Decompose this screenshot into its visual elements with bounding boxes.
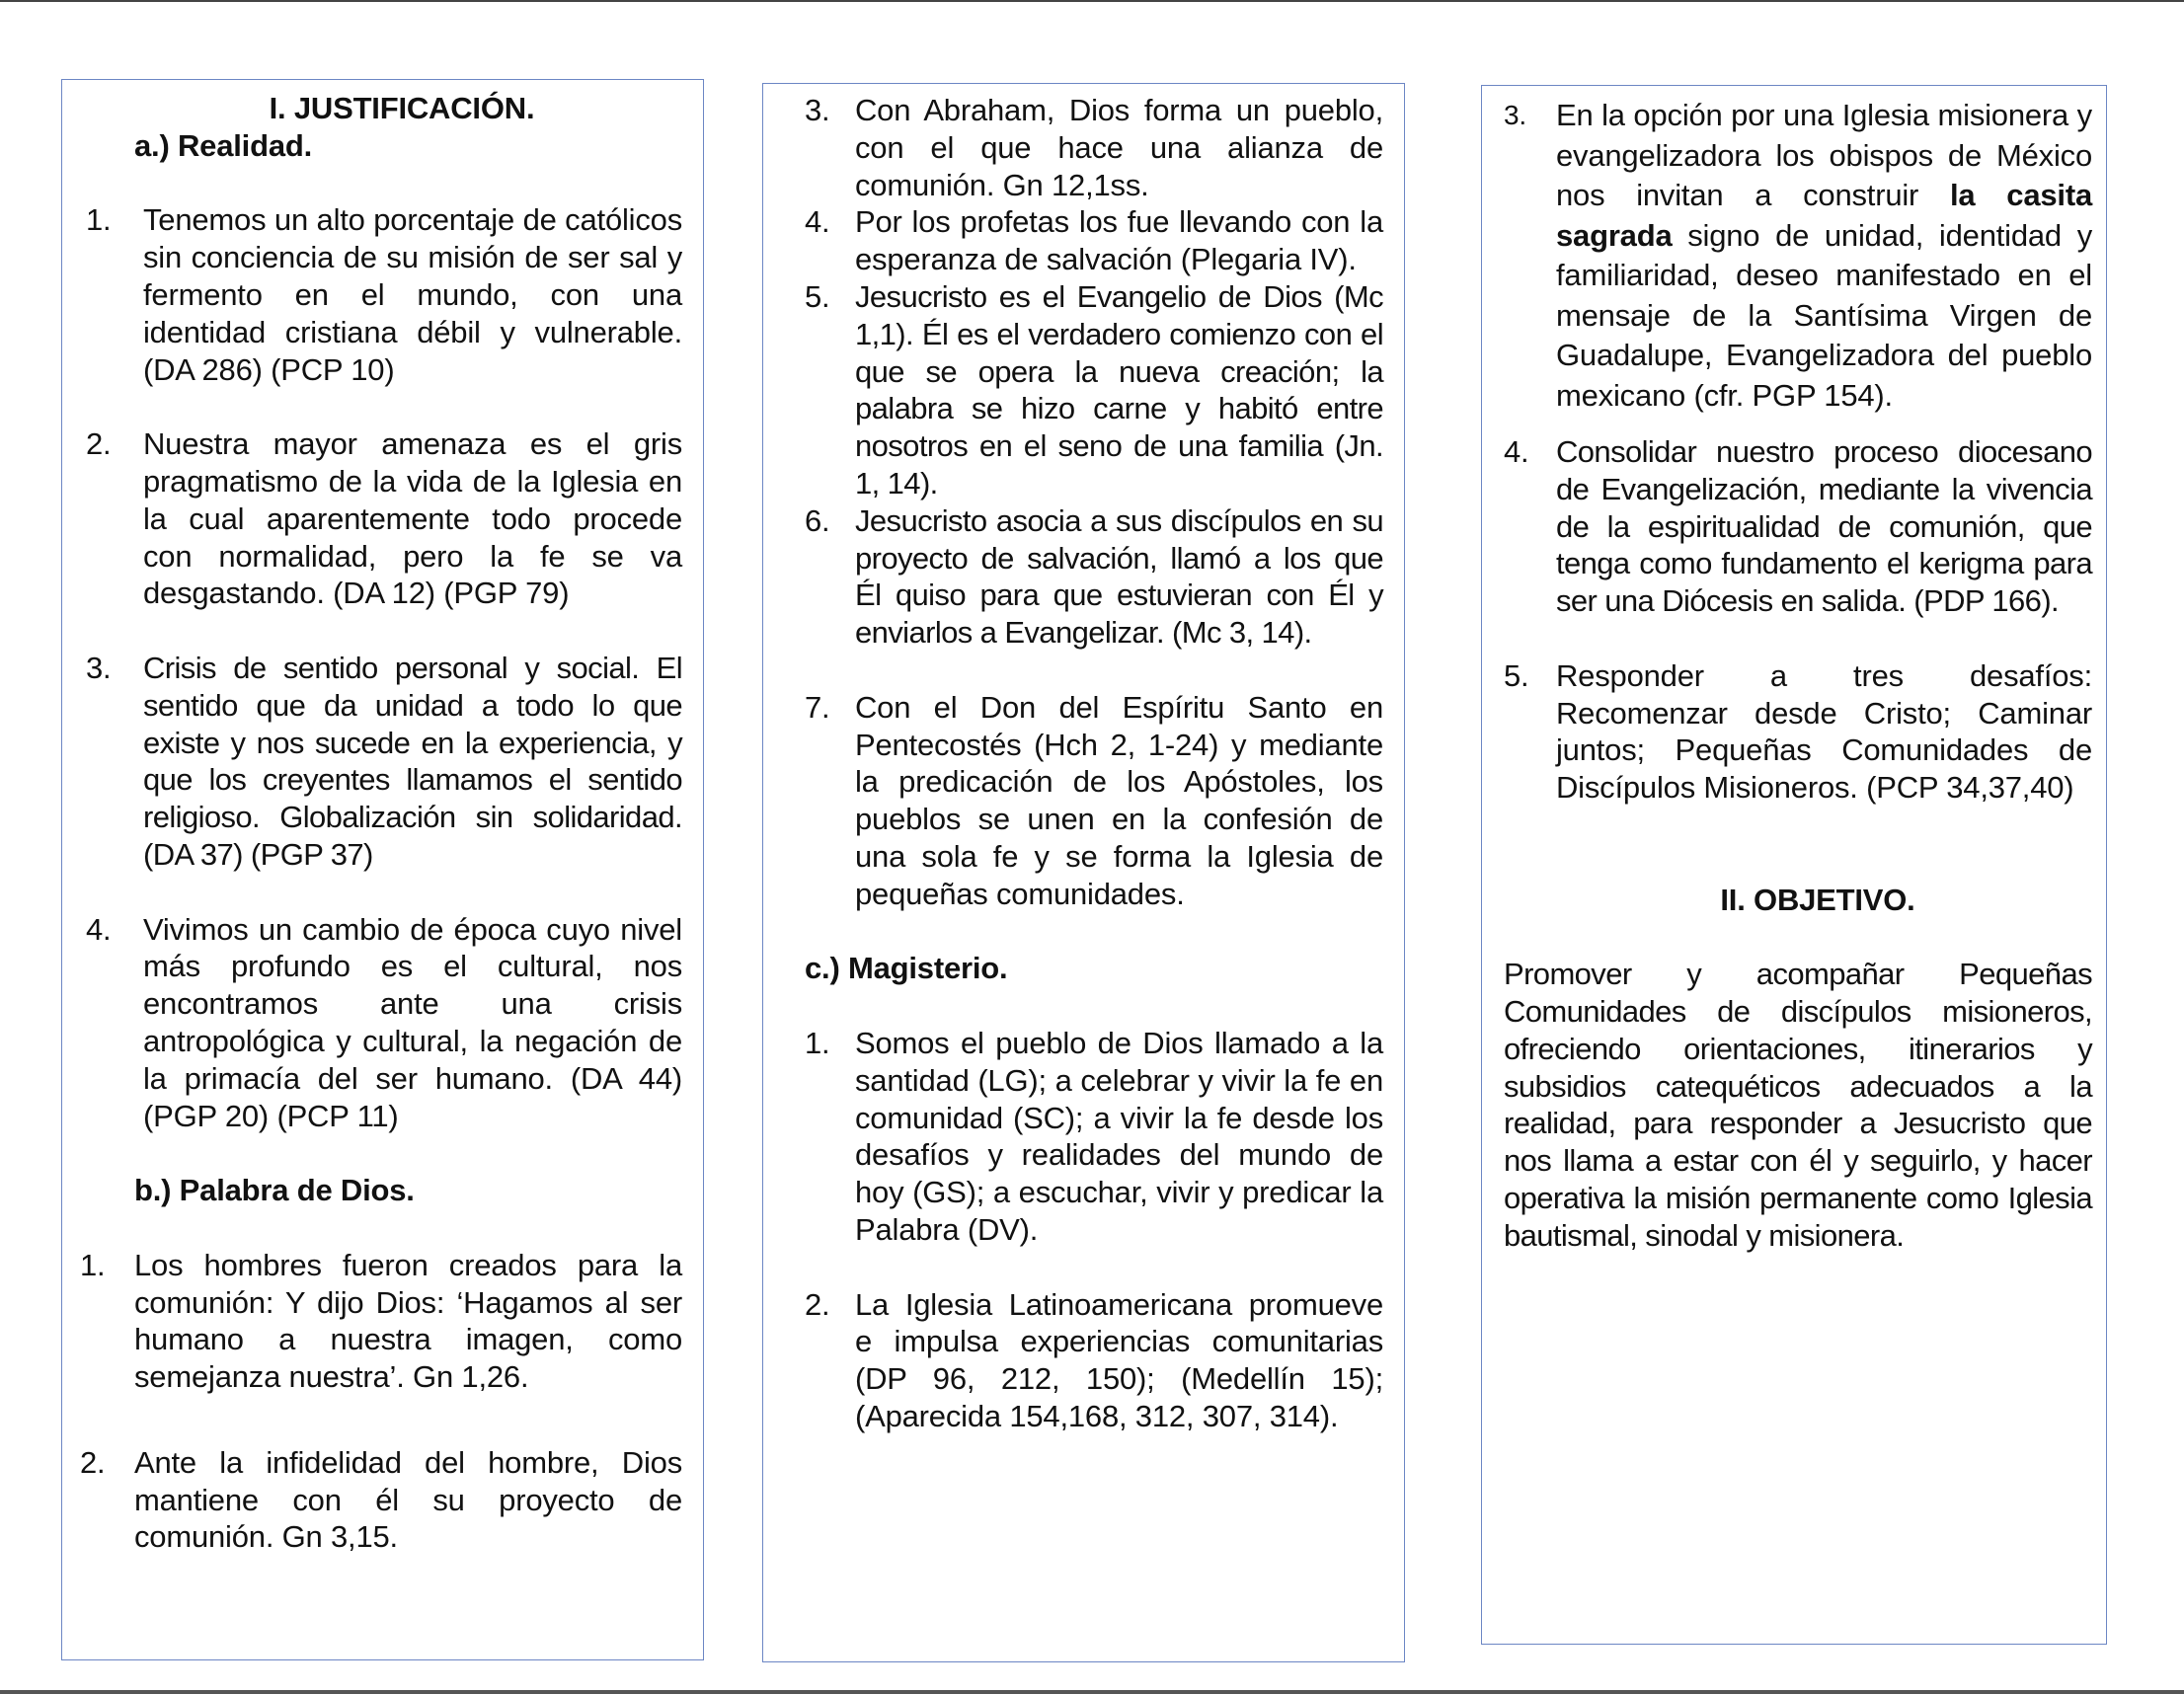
list-item: 5. Responder a tres desafíos: Recomenzar desde Cristo; Caminar juntos; Pequeñas Comunidades de Discípulos Misioneros. (PCP 34,37,40) <box>1504 657 2092 806</box>
list-palabra <box>82 1247 682 1557</box>
list-item: 1. Los hombres fueron creados para la comunión: Y dijo Dios: ‘Hagamos al ser humano a nuestra imagen, como semejanza nuestra’. Gn 1,26. <box>80 1247 682 1395</box>
list-magisterio <box>783 1025 1383 1435</box>
list-palabra-continued <box>783 92 1383 913</box>
top-border-line <box>0 0 2184 2</box>
highlight-casita-sagrada: la casita sagrada <box>1556 178 2092 253</box>
list-item: 4. Vivimos un cambio de época cuyo nivel más profundo es el cultural, nos encontramos ante una crisis antropológica y cultural, la negación de la primacía del ser humano. (DA 44) (PGP 20) (PCP 11) <box>86 911 682 1133</box>
column-objetivo <box>1481 85 2107 1645</box>
list-item: 2. Ante la infidelidad del hombre, Dios mantiene con él su proyecto de comunión. Gn 3,15. <box>80 1444 682 1555</box>
subheading-palabra: b.) Palabra de Dios. <box>134 1173 415 1208</box>
list-item: 3. Con Abraham, Dios forma un pueblo, con el que hace una alianza de comunión. Gn 12,1ss. <box>805 93 1383 202</box>
bottom-border-line <box>0 1690 2184 1694</box>
subheading-magisterio: c.) Magisterio. <box>805 951 1008 986</box>
list-item: 2. Nuestra mayor amenaza es el gris pragmatismo de la vida de la Iglesia en la cual aparentemente todo procede con normalidad, pero la fe se va desgastando. (DA 12) (PGP 79) <box>86 426 682 611</box>
section-title-justificacion: I. JUSTIFICACIÓN. <box>269 91 535 125</box>
objetivo-paragraph: Promover y acompañar Pequeñas Comunidades de discípulos misioneros, ofreciendo orientaciones, itinerarios y subsidios catequéticos adecuados a la realidad, para responder a Jesucristo que nos llama a estar con él y seguirlo, y hacer operativa la misión permanente como Iglesia bautismal, sinodal y misionera. <box>1504 957 2092 1253</box>
column-justificacion <box>61 79 704 1660</box>
list-item: 1. Tenemos un alto porcentaje de católicos sin conciencia de su misión de ser sal y fermento en el mundo, con una identidad cristiana débil y vulnerable. (DA 286) (PCP 10) <box>86 202 682 387</box>
list-magisterio-continued <box>1504 96 2092 807</box>
list-item: 3. En la opción por una Iglesia misionera y evangelizadora los obispos de México nos invitan a construir la casita sagrada signo de unidad, identidad y familiaridad, deseo manifestado en el mensaje de la Santísima Virgen de Guadalupe, Evangelizadora del pueblo mexicano (cfr. PGP 154). <box>1504 98 2092 413</box>
subheading-realidad: a.) Realidad. <box>134 127 313 163</box>
list-item: 4. Por los profetas los fue llevando con la esperanza de salvación (Plegaria IV). <box>805 204 1383 277</box>
list-item: 2. La Iglesia Latinoamericana promueve e impulsa experiencias comunitarias (DP 96, 212, 150); (Medellín 15); (Aparecida 154,168, 312, 307, 314). <box>805 1286 1383 1433</box>
list-realidad <box>82 201 682 1134</box>
list-item: 4. Consolidar nuestro proceso diocesano de Evangelización, mediante la vivencia de la espiritualidad de comunión, que tenga como fundamento el kerigma para ser una Diócesis en salida. (PDP 166). <box>1504 434 2092 619</box>
list-item: 3. Crisis de sentido personal y social. El sentido que da unidad a todo lo que existe y nos sucede en la experiencia, y que los creyentes llamamos el sentido religioso. Globalización sin solidaridad. (DA 37) (PGP 37) <box>86 650 682 872</box>
column-palabra-magisterio <box>762 83 1405 1662</box>
list-item: 7. Con el Don del Espíritu Santo en Pentecostés (Hch 2, 1-24) y mediante la predicación de los Apóstoles, los pueblos se unen en la confesión de una sola fe y se forma la Iglesia de pequeñas comunidades. <box>805 689 1383 911</box>
section-title-objetivo: II. OBJETIVO. <box>1720 882 1915 917</box>
list-item: 6. Jesucristo asocia a sus discípulos en su proyecto de salvación, llamó a los que Él quiso para que estuvieran con Él y enviarlos a Evangelizar. (Mc 3, 14). <box>805 502 1383 651</box>
list-item: 1. Somos el pueblo de Dios llamado a la santidad (LG); a celebrar y vivir la fe en comunidad (SC); a vivir la fe desde los desafíos y realidades del mundo de hoy (GS); a escuchar, vivir y predicar la Palabra (DV). <box>805 1025 1383 1247</box>
list-item: 5. Jesucristo es el Evangelio de Dios (Mc 1,1). Él es el verdadero comienzo con el que se opera la nueva creación; la palabra se hizo carne y habitó entre nosotros en el seno de una familia (Jn. 1, 14). <box>805 278 1383 500</box>
